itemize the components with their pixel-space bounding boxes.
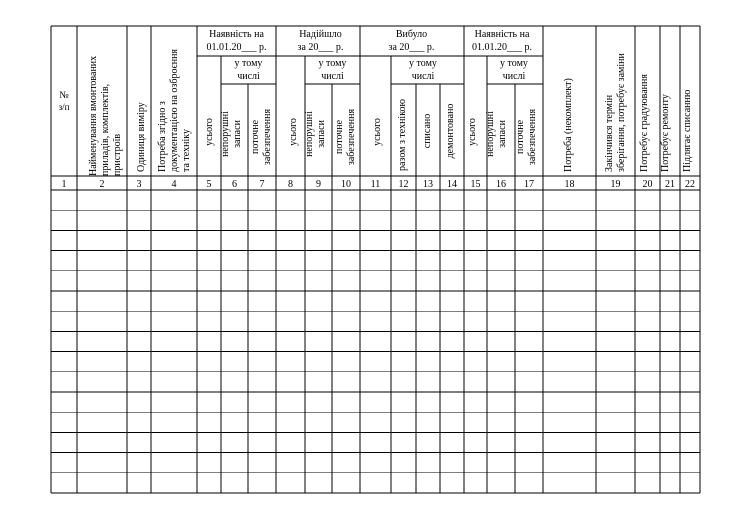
subheader-current-17-line2: забезпечення <box>527 108 538 166</box>
group-avail-start-line1: Наявність на <box>209 29 264 40</box>
subheader-current-10-line1: поточне <box>334 119 345 155</box>
column-number-10: 10 <box>341 179 351 190</box>
subheader-reserve-6-line1: непорушні <box>220 111 231 157</box>
header-needs-calibration: Потребує градуювання <box>639 74 650 172</box>
column-number-9: 9 <box>316 179 321 190</box>
column-number-13: 13 <box>423 179 433 190</box>
header-needs-repair: Потребує ремонту <box>660 94 671 172</box>
column-number-17: 17 <box>524 179 534 190</box>
header-to-write-off: Підлягає списанню <box>682 89 693 172</box>
header-name-line3: пристроїв <box>112 133 123 176</box>
header-name-line2: приладів, комплектів, <box>100 83 111 176</box>
header-need-doc-line3: та техніку <box>181 129 192 172</box>
group-departed-line2: за 20___ р. <box>388 42 435 53</box>
group-departed-line1: Вибуло <box>395 29 428 40</box>
column-number-12: 12 <box>398 179 409 190</box>
incl-avail-end-line1: у тому <box>500 58 528 69</box>
column-number-5: 5 <box>206 179 212 190</box>
header-need-doc-line1: Потреба згідно з <box>157 101 168 172</box>
subheader-reserve-9-line2: запаси <box>316 120 327 148</box>
header-unit: Одиниця виміру <box>136 102 147 172</box>
column-number-22: 22 <box>685 179 695 190</box>
subheader-reserve-16-line1: непорушні <box>485 111 496 157</box>
group-arrived-line1: Надійшло <box>299 29 342 40</box>
subheader-total-11: усього <box>372 118 383 146</box>
subheader-total-8: усього <box>288 118 299 146</box>
column-number-15: 15 <box>470 179 481 190</box>
column-number-4: 4 <box>171 179 177 190</box>
incl-arrived-line2: числі <box>321 71 344 82</box>
column-number-18: 18 <box>564 179 575 190</box>
group-avail-end-line1: Наявність на <box>474 29 530 40</box>
subheader-current-7-line2: забезпечення <box>262 108 273 166</box>
subheader-dismantled: демонтовано <box>445 103 456 159</box>
subheader-written-off: списано <box>422 113 433 149</box>
subheader-reserve-6-line2: запаси <box>232 120 243 148</box>
group-avail-end-line2: 01.01.20___ р. <box>472 42 532 53</box>
subheader-reserve-16-line2: запаси <box>497 120 508 148</box>
column-number-21: 21 <box>665 179 675 190</box>
subheader-current-7-line1: поточне <box>250 119 261 155</box>
header-number-symbol: № <box>59 90 69 101</box>
group-arrived-line2: за 20___ р. <box>297 42 344 53</box>
group-avail-start-line2: 01.01.20___ р. <box>206 42 267 53</box>
column-number-7: 7 <box>259 179 265 190</box>
subheader-total-5: усього <box>204 118 215 146</box>
column-number-20: 20 <box>642 179 653 190</box>
incl-arrived-line1: у тому <box>318 58 347 69</box>
header-need-doc-line2: документацією на озброєння <box>169 48 180 172</box>
column-number-2: 2 <box>99 179 105 190</box>
column-number-8: 8 <box>288 179 293 190</box>
subheader-reserve-9-line1: непорушні <box>304 111 315 157</box>
header-storage-expired-line1: Закінчився термін <box>604 94 615 172</box>
column-number-11: 11 <box>370 179 381 190</box>
incl-avail-start-line1: у тому <box>234 58 263 69</box>
column-number-16: 16 <box>496 179 506 190</box>
subheader-current-17-line1: поточне <box>515 119 526 155</box>
header-name-line1: Найменування вмонтованих <box>88 55 99 176</box>
header-number-abbrev: з/п <box>58 102 70 112</box>
column-number-6: 6 <box>232 179 237 190</box>
table-grid <box>51 26 700 493</box>
incl-avail-end-line2: числі <box>502 71 526 82</box>
column-number-19: 19 <box>610 179 621 190</box>
column-number-1: 1 <box>61 179 67 190</box>
header-need-incomplete: Потреба (некомплект) <box>563 78 574 172</box>
incl-avail-start-line2: числі <box>237 71 260 82</box>
subheader-total-15: усього <box>467 118 478 146</box>
header-storage-expired-line2: зберігання, потребує заміни <box>616 53 627 172</box>
incl-departed-line1: у тому <box>409 58 437 69</box>
column-number-3: 3 <box>136 179 142 190</box>
incl-departed-line2: числі <box>411 71 435 82</box>
column-number-row <box>62 179 696 190</box>
subheader-current-10-line2: забезпечення <box>346 108 357 166</box>
column-number-14: 14 <box>447 179 457 190</box>
subheader-with-equipment: разом з технікою <box>397 98 408 172</box>
